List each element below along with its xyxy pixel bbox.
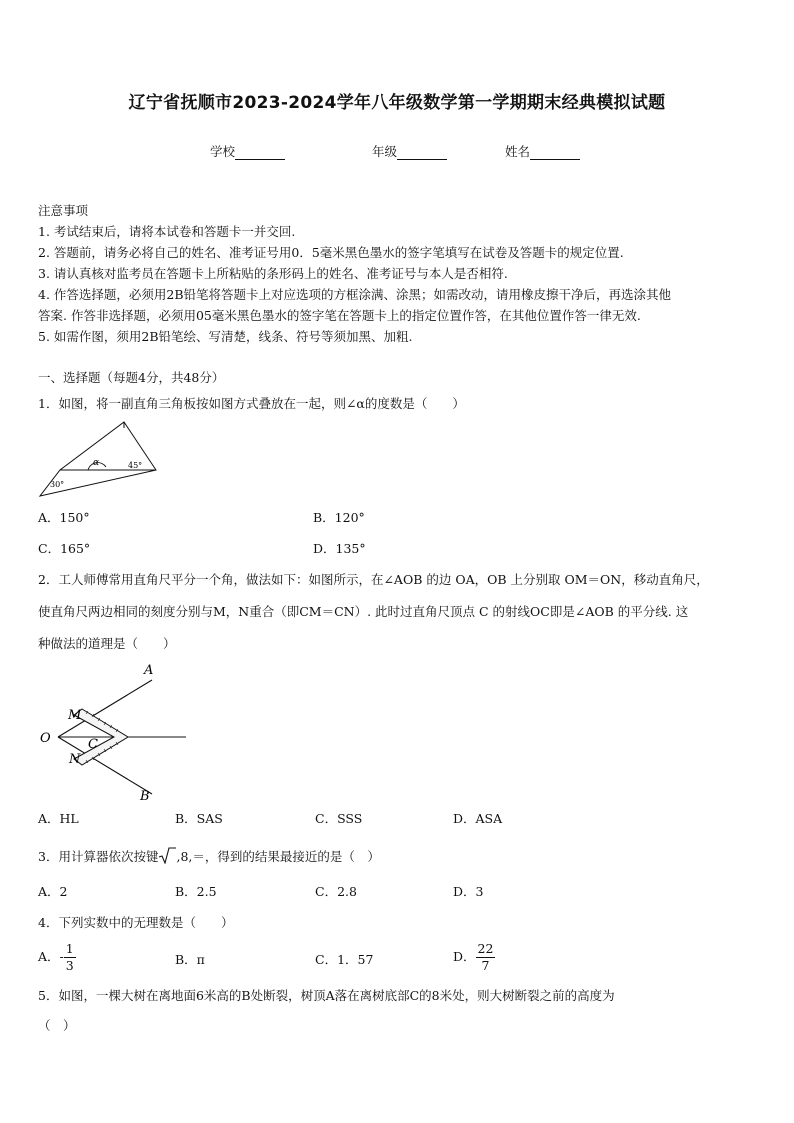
q2-angle-ruler-figure (36, 660, 192, 806)
name-label: 姓名 (505, 144, 531, 159)
notes-heading: 注意事项 (38, 203, 89, 218)
fraction-numerator: 22 (477, 941, 494, 956)
grade-blank[interactable] (397, 146, 447, 160)
question-4-stem: 4．下列实数中的无理数是（ ） (38, 915, 234, 930)
question-3-stem (38, 846, 380, 867)
q4-option-d[interactable] (453, 941, 495, 974)
sqrt-key-icon (158, 846, 176, 864)
q2-option-b[interactable]: B．SAS (175, 811, 223, 826)
q4-option-c[interactable]: C．1．57 (315, 952, 374, 967)
q3-option-b[interactable]: B．2.5 (175, 884, 217, 899)
q2-label-o: O (40, 731, 51, 746)
page-title: 辽宁省抚顺市2023-2024学年八年级数学第一学期期末经典模拟试题 (128, 93, 666, 113)
q2-label-m: M (68, 708, 82, 723)
name-blank[interactable] (530, 146, 580, 160)
q3-option-d[interactable]: D．3 (453, 884, 484, 899)
school-field (210, 142, 285, 160)
q2-label-a: A (144, 663, 154, 678)
school-blank[interactable] (235, 146, 285, 160)
q2-label-n: N (69, 752, 81, 767)
q4-option-a-label: A． (38, 949, 60, 964)
q2-label-b: B (140, 789, 150, 804)
note-item: 2. 答题前，请务必将自己的姓名、准考证号用0．5毫米黑色墨水的签字笔填写在试卷及答题卡的规定位置. (38, 245, 624, 260)
fraction-numerator: 1 (65, 941, 74, 956)
q1-45-label: 45° (128, 461, 143, 470)
fraction-denominator: 3 (65, 958, 74, 973)
q3-option-c[interactable]: C．2.8 (315, 884, 357, 899)
grade-label: 年级 (372, 144, 398, 159)
q1-30-label: 30° (50, 480, 65, 489)
q1-option-c[interactable]: C．165° (38, 541, 91, 556)
question-2-line: 种做法的道理是（ ） (38, 636, 176, 651)
q2-option-d[interactable]: D．ASA (453, 811, 503, 826)
q2-option-c[interactable]: C．SSS (315, 811, 363, 826)
school-label: 学校 (210, 144, 236, 159)
q1-triangle-figure (36, 418, 160, 498)
q3-stem-post: ,8,＝，得到的结果最接近的是（ ） (176, 849, 380, 864)
fraction-denominator: 7 (481, 958, 490, 973)
q2-label-c: C (88, 737, 98, 752)
q4-option-d-fraction (476, 941, 496, 974)
q1-option-d[interactable]: D．135° (313, 541, 366, 556)
question-5-stem: 5．如图，一棵大树在离地面6米高的B处断裂，树顶A落在离树底部C的8米处，则大树断裂之前的高度为 (38, 988, 615, 1003)
name-field (505, 142, 580, 160)
q4-option-b[interactable]: B．π (175, 952, 205, 967)
note-item: 3. 请认真核对监考员在答题卡上所粘贴的条形码上的姓名、准考证号与本人是否相符. (38, 266, 508, 281)
q2-option-a[interactable]: A．HL (38, 811, 79, 826)
q3-option-a[interactable]: A．2 (38, 884, 68, 899)
q4-option-d-label: D． (453, 949, 476, 964)
section-heading: 一、选择题（每题4分，共48分） (38, 370, 225, 385)
q4-option-a-sign: - (59, 949, 64, 964)
note-item: 4. 作答选择题，必须用2B铅笔将答题卡上对应选项的方框涂满、涂黑；如需改动，请用橡皮擦干净后，再选涂其他 (38, 287, 672, 302)
question-2-line: 使直角尺两边相同的刻度分别与M，N重合（即CM＝CN）. 此时过直角尺顶点 C 的射线OC即是∠AOB 的平分线. 这 (38, 604, 689, 619)
q4-option-a-fraction (64, 941, 76, 974)
question-2-line: 2．工人师傅常用直角尺平分一个角，做法如下：如图所示，在∠AOB 的边 OA，OB 上分别取 OM＝ON，移动直角尺， (38, 572, 709, 587)
q3-stem-pre: 3．用计算器依次按键 (38, 849, 159, 864)
question-1-stem: 1．如图，将一副直角三角板按如图方式叠放在一起，则∠α的度数是（ ） (38, 396, 465, 411)
grade-field (372, 142, 447, 160)
note-item: 答案. 作答非选择题，必须用05毫米黑色墨水的签字笔在答题卡上的指定位置作答，在其他位置作答一律无效. (38, 308, 641, 323)
note-item: 5. 如需作图，须用2B铅笔绘、写清楚，线条、符号等须加黑、加粗. (38, 329, 413, 344)
q1-option-a[interactable]: A．150° (38, 510, 90, 525)
q1-option-b[interactable]: B．120° (313, 510, 365, 525)
note-item: 1. 考试结束后，请将本试卷和答题卡一并交回. (38, 224, 296, 239)
q1-alpha-label: α (93, 458, 100, 468)
q4-option-a[interactable] (38, 941, 76, 974)
question-5-paren: （ ） (38, 1018, 76, 1033)
